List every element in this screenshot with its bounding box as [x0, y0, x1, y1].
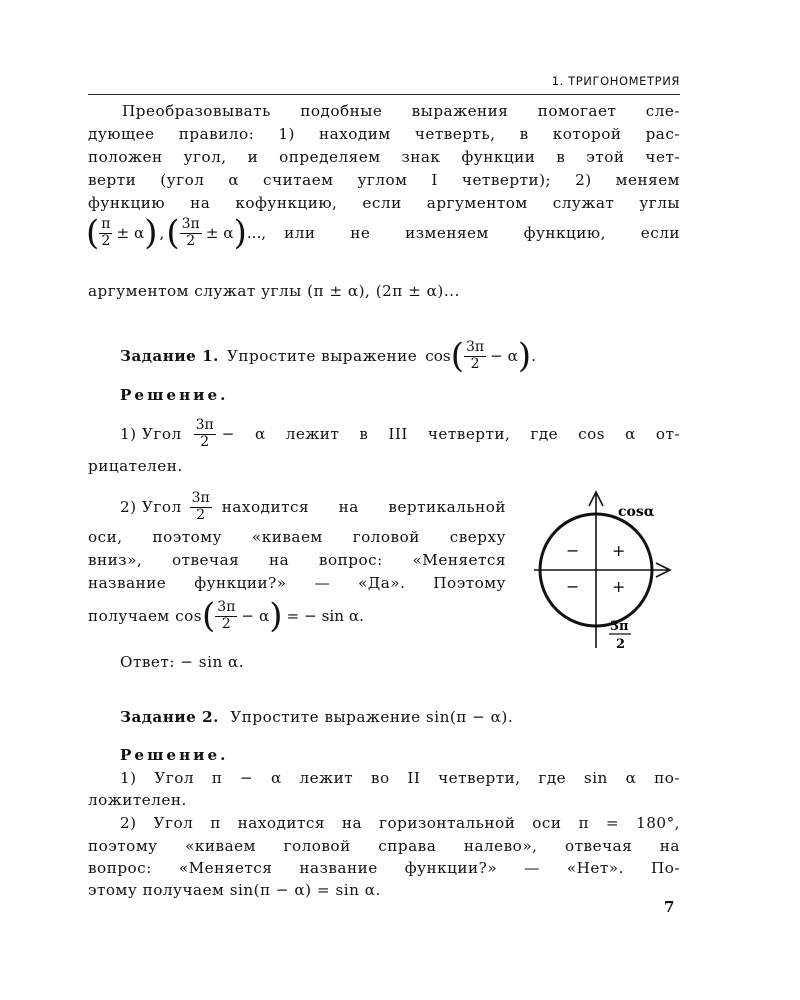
task1-step1-line2: рицателен.	[88, 457, 183, 475]
quadrant-sign-bottom-left: −	[566, 577, 580, 596]
task1-step2-line5: получаем cos ( $\frac{3\pi}{2}$ − α ) = − sin α.	[88, 596, 364, 636]
intro-line-2: дующее правило: 1) находим четверть, в которой рас-	[88, 125, 680, 143]
task2-heading	[120, 706, 513, 728]
task2-label: Задание 2.	[120, 708, 219, 726]
intro-line-6-tail: или не изменяем функцию, если	[284, 224, 680, 242]
task1-answer: Ответ: − sin α.	[120, 653, 245, 671]
task2-step2-line3: вопрос: «Меняется название функции?» — «Нет». По-	[88, 859, 680, 877]
bottom-label-denominator: 2	[616, 637, 626, 652]
task2-step2-line1: 2) Угол π находится на горизонтальной оси π = 180°,	[120, 814, 680, 832]
task1-step2-line2: оси, поэтому «киваем головой сверху	[88, 528, 506, 546]
quadrant-sign-bottom-right: +	[612, 577, 626, 596]
task2-text: Упростите выражение sin(π − α).	[230, 708, 514, 726]
intro-line-1: Преобразовывать подобные выражения помогает сле-	[122, 102, 680, 120]
page-number: 7	[664, 898, 675, 916]
task1-text: Упростите выражение	[226, 347, 418, 365]
task1-formula: cos ( $\frac{3\pi}{2}$ − α ) .	[425, 336, 537, 376]
task2-step1-line2: ложителен.	[88, 791, 187, 809]
intro-line-3: положен угол, и определяем знак функции в этой чет-	[88, 148, 680, 166]
quadrant-sign-top-right: +	[612, 541, 626, 560]
intro-line-7: аргументом служат углы (π ± α), (2π ± α)...	[88, 282, 460, 300]
task1-heading	[120, 333, 680, 379]
task1-step1: 1) Угол $\frac{3\pi}{2}$ − α лежит в III четверти, где cos α от-	[120, 417, 680, 450]
axis-label-cos: cosα	[618, 504, 655, 520]
task2-solution-label: Решение.	[120, 746, 229, 764]
task2-step2-line2: поэтому «киваем головой справа налево», отвечая на	[88, 837, 680, 855]
formula-3pi-over-2: ( $\frac{3\pi}{2}$ ± α )	[166, 213, 247, 253]
task2-step1-line1: 1) Угол π − α лежит во II четверти, где sin α по-	[120, 769, 680, 787]
bottom-label-numerator: 3π	[610, 619, 629, 634]
task2-step2-line4: этому получаем sin(π − α) = sin α.	[88, 881, 381, 899]
intro-fraction-line: ( $\frac{\pi}{2}$ ± α ) , ( $\frac{3\pi}{2}$ ± α ) ..., или не изменяем функцию, если	[86, 213, 680, 253]
formula-pi-over-2: ( $\frac{\pi}{2}$ ± α )	[86, 213, 158, 253]
task1-step2-line4: название функции?» — «Да». Поэтому	[88, 574, 506, 592]
task1-step2-line3: вниз», отвечая на вопрос: «Меняется	[88, 551, 506, 569]
unit-circle-diagram	[530, 486, 680, 656]
chapter-title: 1. ТРИГОНОМЕТРИЯ	[551, 74, 680, 88]
task1-label: Задание 1.	[120, 347, 219, 365]
intro-line-4: верти (угол α считаем углом I четверти); 2) меняем	[88, 171, 680, 189]
task1-step2: 2) Угол $\frac{3\pi}{2}$ находится на вертикальной	[120, 490, 506, 523]
quadrant-sign-top-left: −	[566, 541, 580, 560]
task1-solution-label: Решение.	[120, 386, 229, 404]
fraction-pi-2: $\frac{\pi}{2}$	[101, 216, 111, 249]
running-header	[88, 74, 680, 95]
fraction-3pi-2: $\frac{3\pi}{2}$	[181, 216, 200, 249]
intro-line-5: функцию на кофункцию, если аргументом служат углы	[88, 194, 680, 212]
